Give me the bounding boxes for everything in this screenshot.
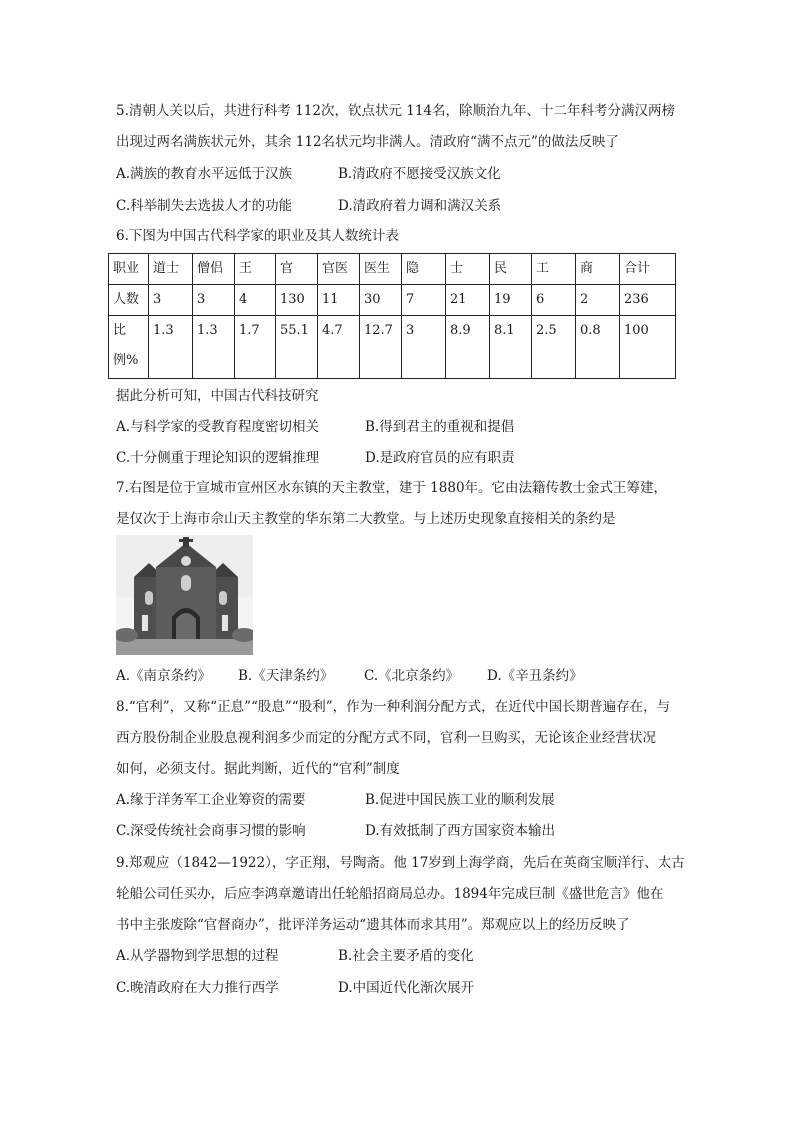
table-cell: 职业 bbox=[109, 254, 149, 285]
q5-stem-line2: 出现过两名满族状元外，其余 112名状元均非满人。清政府“满不点元”的做法反映了 bbox=[116, 134, 619, 150]
table-row-header bbox=[109, 254, 676, 285]
q8-option-d: D.有效抵制了西方国家资本输出 bbox=[365, 823, 556, 839]
q8-option-b: B.促进中国民族工业的顺利发展 bbox=[365, 792, 555, 808]
q8-option-c: C.深受传统社会商事习惯的影响 bbox=[116, 823, 306, 839]
table-cell: 士 bbox=[446, 254, 490, 285]
table-cell: 55.1 bbox=[276, 316, 318, 379]
table-cell: 8.1 bbox=[490, 316, 532, 379]
table-cell: 隐 bbox=[402, 254, 446, 285]
q7-option-c: C.《北京条约》 bbox=[364, 668, 460, 684]
table-cell: 130 bbox=[276, 285, 318, 316]
q7-option-b: B.《天津条约》 bbox=[238, 668, 334, 684]
table-cell: 4.7 bbox=[318, 316, 360, 379]
table-cell: 官医 bbox=[318, 254, 360, 285]
q8-stem-line2: 西方股份制企业股息视利润多少而定的分配方式不同，官利一旦购买，无论该企业经营状况 bbox=[116, 730, 656, 746]
table-cell: 8.9 bbox=[446, 316, 490, 379]
table-cell: 2 bbox=[576, 285, 620, 316]
table-cell: 4 bbox=[235, 285, 276, 316]
q5-option-a: A.满族的教育水平远低于汉族 bbox=[116, 166, 293, 182]
q8-option-a: A.缘于洋务军工企业筹资的需要 bbox=[116, 792, 306, 808]
q9-stem-line2: 轮船公司任买办，后应李鸿章邀请出任轮船招商局总办。1894年完成巨制《盛世危言》他在 bbox=[116, 886, 664, 902]
table-cell: 工 bbox=[532, 254, 576, 285]
table-cell: 236 bbox=[620, 285, 676, 316]
table-cell: 100 bbox=[620, 316, 676, 379]
q6-option-b: B.得到君主的重视和提倡 bbox=[365, 419, 515, 435]
q5-option-d: D.清政府着力调和满汉关系 bbox=[338, 198, 502, 214]
table-cell: 民 bbox=[490, 254, 532, 285]
table-row-count bbox=[109, 285, 676, 316]
table-cell: 王 bbox=[235, 254, 276, 285]
q6-option-d: D.是政府官员的应有职责 bbox=[365, 450, 515, 466]
q9-option-a: A.从学器物到学思想的过程 bbox=[116, 948, 279, 964]
table-cell: 0.8 bbox=[576, 316, 620, 379]
table-cell: 3 bbox=[402, 316, 446, 379]
q6-option-a: A.与科学家的受教育程度密切相关 bbox=[116, 419, 320, 435]
q6-stem-line1: 6.下图为中国古代科学家的职业及其人数统计表 bbox=[116, 228, 399, 244]
table-cell: 11 bbox=[318, 285, 360, 316]
q6-option-c: C.十分侧重于理论知识的逻辑推理 bbox=[116, 450, 320, 466]
table-cell: 6 bbox=[532, 285, 576, 316]
q9-stem-line3: 书中主张废除“官督商办”，批评洋务运动“遗其体而求其用”。郑观应以上的经历反映了 bbox=[116, 917, 630, 933]
table-cell: 比例% bbox=[109, 316, 149, 379]
q7-stem-line2: 是仅次于上海市佘山天主教堂的华东第二大教堂。与上述历史现象直接相关的条约是 bbox=[116, 511, 616, 527]
table-row-ratio bbox=[109, 316, 676, 379]
church-photo bbox=[116, 535, 253, 655]
q7-option-d: D.《辛丑条约》 bbox=[487, 668, 583, 684]
table-cell: 医生 bbox=[360, 254, 402, 285]
q5-option-b: B.清政府不愿接受汉族文化 bbox=[338, 166, 501, 182]
table-cell: 僧侣 bbox=[193, 254, 235, 285]
q6-analysis-line: 据此分析可知，中国古代科技研究 bbox=[116, 388, 319, 404]
table-cell: 3 bbox=[193, 285, 235, 316]
table-cell: 1.7 bbox=[235, 316, 276, 379]
scientist-occupation-table bbox=[108, 253, 676, 379]
q7-option-a: A.《南京条约》 bbox=[116, 668, 212, 684]
table-cell: 12.7 bbox=[360, 316, 402, 379]
q5-option-c: C.科举制失去选拔人才的功能 bbox=[116, 198, 293, 214]
q8-stem-line1: 8.“官利”，又称“正息”“股息”“股利”，作为一种利润分配方式，在近代中国长期普遍存在，与 bbox=[116, 699, 671, 715]
q7-stem-line1: 7.右图是位于宣城市宣州区水东镇的天主教堂，建于 1880年。它由法籍传教士金式王筹建， bbox=[116, 480, 668, 496]
table-cell: 7 bbox=[402, 285, 446, 316]
table-cell: 道士 bbox=[149, 254, 193, 285]
q8-stem-line3: 如何，必须支付。据此判断，近代的“官利”制度 bbox=[116, 761, 400, 777]
table-cell: 1.3 bbox=[149, 316, 193, 379]
q9-option-d: D.中国近代化渐次展开 bbox=[338, 980, 475, 996]
table-cell: 3 bbox=[149, 285, 193, 316]
q9-option-c: C.晚清政府在大力推行西学 bbox=[116, 980, 279, 996]
q9-option-b: B.社会主要矛盾的变化 bbox=[338, 948, 474, 964]
table-cell: 30 bbox=[360, 285, 402, 316]
q5-stem-line1: 5.清朝人关以后，共进行科考 112次，钦点状元 114名，除顺治九年、十二年科考分满汉两榜 bbox=[116, 103, 675, 119]
table-cell: 1.3 bbox=[193, 316, 235, 379]
table-cell: 人数 bbox=[109, 285, 149, 316]
table-cell: 官 bbox=[276, 254, 318, 285]
table-cell: 19 bbox=[490, 285, 532, 316]
table-cell: 商 bbox=[576, 254, 620, 285]
table-cell: 合计 bbox=[620, 254, 676, 285]
table-cell: 21 bbox=[446, 285, 490, 316]
table-cell: 2.5 bbox=[532, 316, 576, 379]
q9-stem-line1: 9.郑观应（1842—1922），字正翔，号陶斋。他 17岁到上海学商，先后在英商宝顺洋行、太古 bbox=[116, 855, 685, 871]
